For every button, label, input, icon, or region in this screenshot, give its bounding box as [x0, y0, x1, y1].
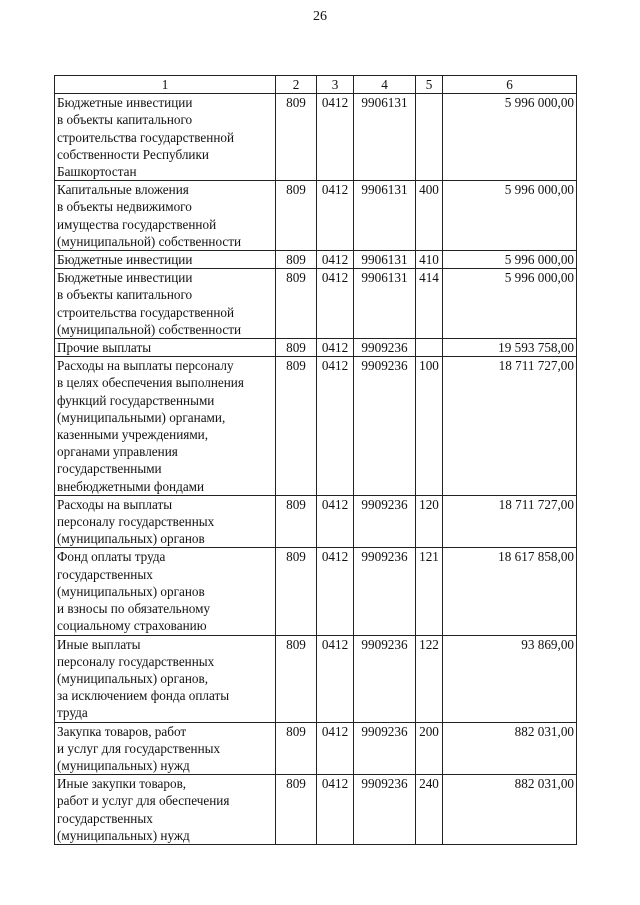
- row-code-4: 9909236: [354, 635, 416, 722]
- header-col-5: 5: [416, 76, 443, 94]
- row-code-3: 0412: [317, 495, 354, 548]
- header-col-6: 6: [443, 76, 577, 94]
- budget-table: [54, 75, 577, 845]
- row-name: Иные закупки товаров, работ и услуг для обеспечения государственных (муниципальных) нужд: [55, 775, 276, 845]
- table-row: [55, 269, 577, 339]
- table-row: [55, 722, 577, 775]
- table-row: [55, 495, 577, 548]
- row-code-3: 0412: [317, 357, 354, 496]
- header-col-4: 4: [354, 76, 416, 94]
- row-code-2: 809: [276, 635, 317, 722]
- row-code-5: 122: [416, 635, 443, 722]
- row-amount: 5 996 000,00: [443, 269, 577, 339]
- row-code-3: 0412: [317, 635, 354, 722]
- table-header: [55, 76, 577, 94]
- row-name: Бюджетные инвестиции: [55, 251, 276, 269]
- row-code-2: 809: [276, 269, 317, 339]
- row-code-3: 0412: [317, 94, 354, 181]
- row-code-2: 809: [276, 775, 317, 845]
- row-name: Иные выплаты персоналу государственных (муниципальных) органов, за исключением фонда оплаты труда: [55, 635, 276, 722]
- table-row: [55, 635, 577, 722]
- row-amount: 5 996 000,00: [443, 251, 577, 269]
- row-code-5: 121: [416, 548, 443, 635]
- row-code-4: 9906131: [354, 94, 416, 181]
- row-name: Бюджетные инвестиции в объекты капитального строительства государственной (муниципальной) собственности: [55, 269, 276, 339]
- row-code-5: 120: [416, 495, 443, 548]
- row-name: Расходы на выплаты персоналу в целях обеспечения выполнения функций государственными (муниципальными) органами, казенными учреждениями, органами управления государственными внебюджетными фондами: [55, 357, 276, 496]
- row-code-4: 9909236: [354, 339, 416, 357]
- row-code-4: 9906131: [354, 269, 416, 339]
- row-code-5: 200: [416, 722, 443, 775]
- row-name: Бюджетные инвестиции в объекты капитального строительства государственной собственности Республики Башкортостан: [55, 94, 276, 181]
- table-row: [55, 94, 577, 181]
- row-code-5: 414: [416, 269, 443, 339]
- row-amount: 18 711 727,00: [443, 357, 577, 496]
- row-code-5: [416, 94, 443, 181]
- row-code-3: 0412: [317, 548, 354, 635]
- row-code-5: 240: [416, 775, 443, 845]
- row-amount: 882 031,00: [443, 775, 577, 845]
- header-row: [55, 76, 577, 94]
- row-code-2: 809: [276, 251, 317, 269]
- row-name: Расходы на выплаты персоналу государственных (муниципальных) органов: [55, 495, 276, 548]
- row-code-5: 400: [416, 181, 443, 251]
- table-row: [55, 357, 577, 496]
- row-name: Прочие выплаты: [55, 339, 276, 357]
- row-name: Фонд оплаты труда государственных (муниципальных) органов и взносы по обязательному социальному страхованию: [55, 548, 276, 635]
- header-col-2: 2: [276, 76, 317, 94]
- row-code-3: 0412: [317, 181, 354, 251]
- row-amount: 18 617 858,00: [443, 548, 577, 635]
- row-code-4: 9906131: [354, 181, 416, 251]
- row-amount: 93 869,00: [443, 635, 577, 722]
- row-code-2: 809: [276, 548, 317, 635]
- table-row: [55, 181, 577, 251]
- row-amount: 5 996 000,00: [443, 181, 577, 251]
- row-name: Закупка товаров, работ и услуг для государственных (муниципальных) нужд: [55, 722, 276, 775]
- row-amount: 882 031,00: [443, 722, 577, 775]
- row-code-3: 0412: [317, 251, 354, 269]
- row-code-4: 9909236: [354, 495, 416, 548]
- row-code-2: 809: [276, 339, 317, 357]
- row-code-5: 410: [416, 251, 443, 269]
- table-row: [55, 548, 577, 635]
- row-code-3: 0412: [317, 339, 354, 357]
- row-code-4: 9909236: [354, 548, 416, 635]
- row-code-4: 9909236: [354, 775, 416, 845]
- header-col-3: 3: [317, 76, 354, 94]
- row-code-3: 0412: [317, 722, 354, 775]
- row-code-3: 0412: [317, 269, 354, 339]
- table-body: [55, 94, 577, 845]
- row-amount: 5 996 000,00: [443, 94, 577, 181]
- row-code-5: [416, 339, 443, 357]
- row-code-4: 9909236: [354, 357, 416, 496]
- row-name: Капитальные вложения в объекты недвижимого имущества государственной (муниципальной) собственности: [55, 181, 276, 251]
- row-code-4: 9909236: [354, 722, 416, 775]
- page-number: 26: [313, 9, 327, 24]
- table-row: [55, 775, 577, 845]
- row-code-2: 809: [276, 722, 317, 775]
- row-amount: 19 593 758,00: [443, 339, 577, 357]
- row-code-4: 9906131: [354, 251, 416, 269]
- row-amount: 18 711 727,00: [443, 495, 577, 548]
- table-row: [55, 339, 577, 357]
- row-code-5: 100: [416, 357, 443, 496]
- header-col-1: 1: [55, 76, 276, 94]
- row-code-2: 809: [276, 181, 317, 251]
- row-code-2: 809: [276, 94, 317, 181]
- table-row: [55, 251, 577, 269]
- row-code-3: 0412: [317, 775, 354, 845]
- row-code-2: 809: [276, 357, 317, 496]
- row-code-2: 809: [276, 495, 317, 548]
